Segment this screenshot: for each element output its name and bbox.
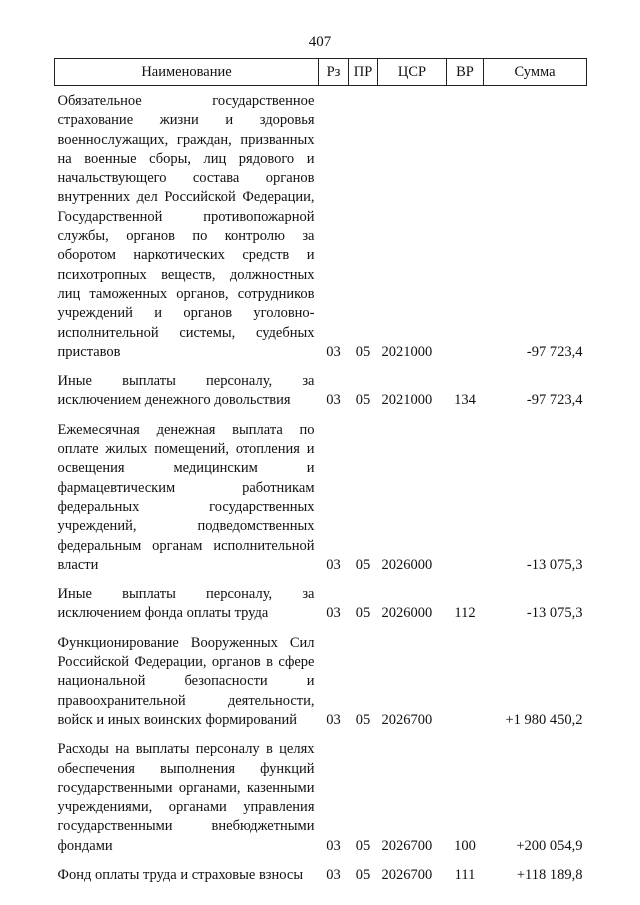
row-sum: -97 723,4: [526, 392, 583, 409]
header-name: Наименование: [55, 59, 319, 86]
header-sum: Сумма: [484, 59, 587, 86]
row-sum: -13 075,3: [526, 556, 583, 573]
row-name: Фонд оплаты труда и страховые взносы: [57, 866, 304, 883]
row-pr: 05: [355, 837, 371, 854]
table-body: [55, 86, 587, 896]
page-number: 407: [308, 34, 332, 50]
table-row: [55, 740, 587, 866]
budget-table: [54, 58, 587, 895]
row-rz: 03: [326, 837, 341, 854]
row-sum: -97 723,4: [526, 343, 583, 360]
row-pr: 05: [355, 343, 371, 360]
table-row: [55, 86, 587, 373]
row-pr: 05: [355, 392, 371, 409]
row-vr: 100: [454, 837, 476, 854]
header-csr: ЦСР: [378, 59, 447, 86]
row-vr: [447, 634, 484, 740]
row-pr: 05: [355, 556, 371, 573]
header-row: [55, 59, 587, 86]
table-row: [55, 421, 587, 585]
table-row: [55, 585, 587, 634]
table-header: [55, 59, 587, 86]
row-vr: 111: [454, 866, 476, 883]
row-rz: 03: [326, 343, 341, 360]
row-pr: 05: [355, 711, 371, 728]
row-csr: 2026700: [381, 866, 433, 883]
row-name: Функционирование Вооруженных Сил Российской Федерации, органов в сфере национальной безопасности и правоохранительной деятельности, войск и иных воинских формирований: [57, 634, 315, 728]
header-vr: ВР: [447, 59, 484, 86]
row-vr: [447, 421, 484, 585]
table-row: [55, 866, 587, 895]
row-rz: 03: [326, 711, 341, 728]
row-sum: +118 189,8: [516, 866, 583, 883]
row-rz: 03: [326, 866, 341, 883]
row-csr: 2026000: [381, 556, 433, 573]
row-csr: 2026700: [381, 711, 433, 728]
row-rz: 03: [326, 605, 341, 622]
row-sum: -13 075,3: [526, 605, 583, 622]
row-rz: 03: [326, 392, 341, 409]
row-vr: 112: [454, 605, 476, 622]
row-csr: 2021000: [381, 343, 433, 360]
row-csr: 2026000: [381, 605, 433, 622]
row-name: Обязательное государственное страхование жизни и здоровья военнослужащих, граждан, призванных на военные сборы, лиц рядового и начальствующего состава органов внутренних дел Российской Федерации, Государственной противопожарной службы, органов по контролю за оборотом наркотических средств и психотропных веществ, должностных лиц таможенных органов, сотрудников учреждений и органов уголовно-исполнительной системы, судебных приставов: [57, 93, 315, 360]
row-name: Расходы на выплаты персоналу в целях обеспечения выполнения функций государственными органами, казенными учреждениями, органами управления государственными внебюджетными фондами: [57, 741, 315, 854]
header-rz: Рз: [319, 59, 349, 86]
row-vr: 134: [454, 392, 476, 409]
row-sum: +1 980 450,2: [505, 711, 583, 728]
table-row: [55, 634, 587, 740]
header-pr: ПР: [349, 59, 378, 86]
row-name: Иные выплаты персоналу, за исключением денежного довольствия: [57, 373, 315, 409]
row-csr: 2026700: [381, 837, 433, 854]
table-row: [55, 372, 587, 421]
row-rz: 03: [326, 556, 341, 573]
row-csr: 2021000: [381, 392, 433, 409]
row-name: Иные выплаты персоналу, за исключением фонда оплаты труда: [57, 586, 315, 622]
row-pr: 05: [355, 866, 371, 883]
row-pr: 05: [355, 605, 371, 622]
row-name: Ежемесячная денежная выплата по оплате жилых помещений, отопления и освещения медицинским и фармацевтическим работникам федеральных государственных учреждений, подведомственных федеральным органам исполнительной власти: [57, 421, 315, 573]
row-vr: [447, 86, 484, 373]
row-sum: +200 054,9: [516, 837, 583, 854]
